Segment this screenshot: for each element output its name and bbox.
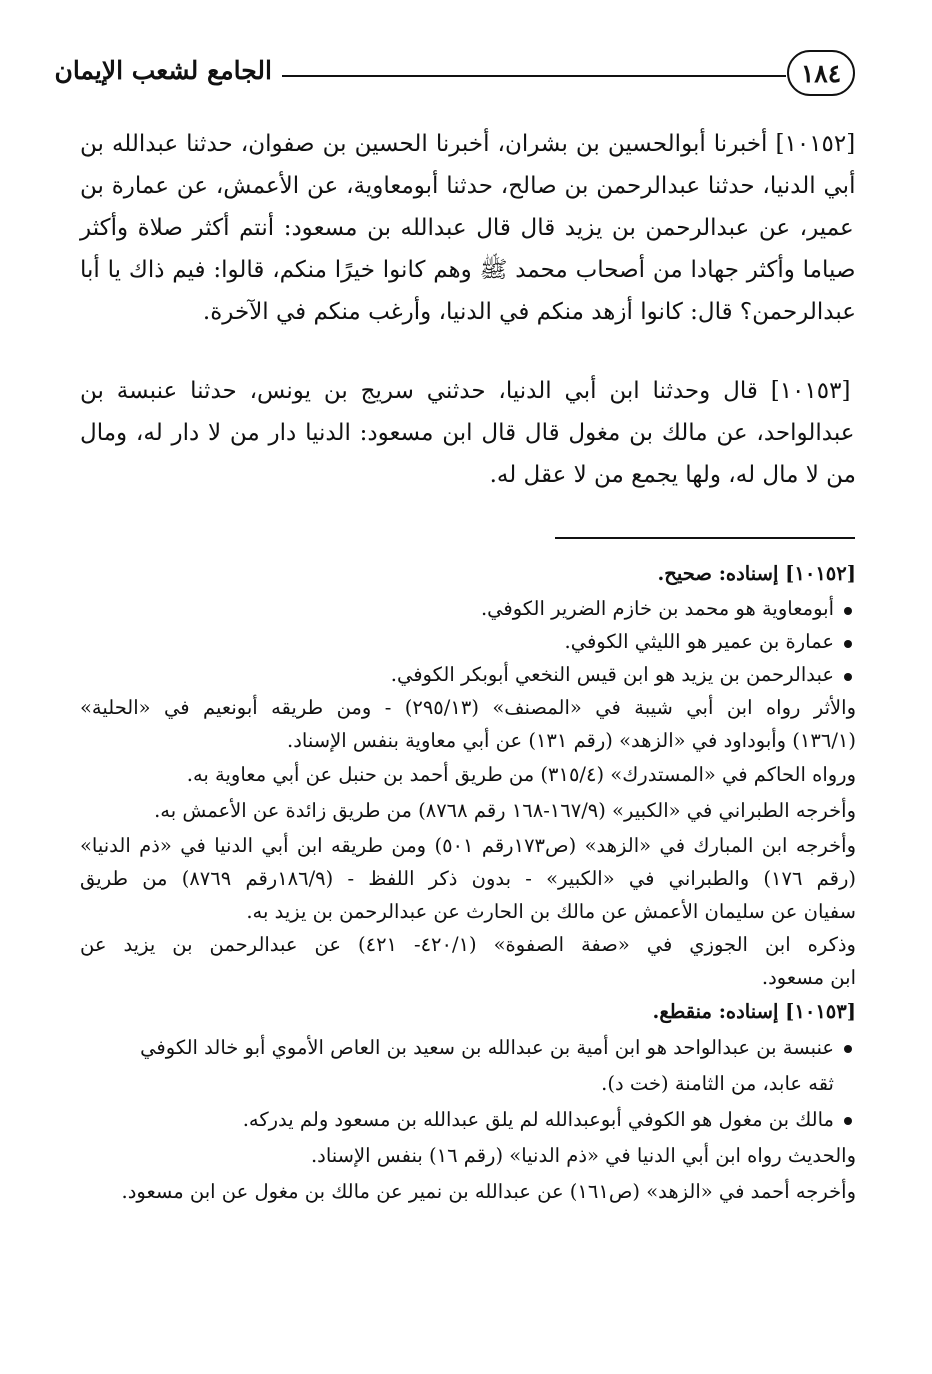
text-line: أبي الدنيا، حدثنا عبدالرحمن بن صالح، حدثنا أبومعاوية، عن الأعمش، عن عمارة بن [80,173,856,199]
footnote-line: سفيان عن سليمان الأعمش عن مالك بن الحارث عن عبدالرحمن بن يزيد به. [246,900,856,923]
footnote-line: والأثر رواه ابن أبي شيبة في «المصنف» (٢٩٥/١٣) - ومن طريقه أبونعيم في «الحلية» [80,696,856,719]
text-line: [١٠١٥٢] أخبرنا أبوالحسين بن بشران، أخبرنا الحسين بن صفوان، حدثنا عبدالله بن [80,131,856,157]
text-line: [١٠١٥٣] قال وحدثنا ابن أبي الدنيا، حدثني سريج بن يونس، حدثنا عنبسة بن [80,378,851,404]
footnotes-section [80,556,856,1210]
text-line: عمير، عن عبدالرحمن بن يزيد قال قال عبدالله بن مسعود: أنتم أكثر صلاة وأكثر [80,215,854,241]
footnote-line: وأخرجه ابن المبارك في «الزهد» (ص١٧٣رقم ٥٠١) ومن طريقه ابن أبي الدنيا في «ذم الدنيا» [80,834,856,857]
footnote-line: وأخرجه الطبراني في «الكبير» (١٦٧/٩-١٦٨ رقم ٨٧٦٨) من طريق زائدة عن الأعمش به. [154,799,856,822]
text-line: عبدالواحد، عن مالك بن مغول قال قال ابن مسعود: الدنيا دار من لا دار له، ومال [80,420,855,446]
footnote-divider [555,537,855,539]
footnote-bullet: عنبسة بن عبدالواحد هو ابن أمية بن عبدالله بن سعيد بن العاص الأموي أبو خالد الكوفي [80,1030,856,1066]
footnote-line: وذكره ابن الجوزي في «صفة الصفوة» (٤٢٠/١- ٤٢١) عن عبدالرحمن بن يزيد عن [80,933,856,956]
footnote-line: والحديث رواه ابن أبي الدنيا في «ذم الدنيا» (رقم ١٦) بنفس الإسناد. [310,1144,856,1167]
hadith-paragraph-10152 [80,123,856,333]
footnote-line: (رقم ١٧٦) والطبراني في «الكبير» - بدون ذكر اللفظ - (١٨٦/٩رقم ٨٧٦٩) من طريق [80,867,856,890]
footnote-bullet: عمارة بن عمير هو الليثي الكوفي. [80,625,856,658]
page-number-badge: ١٨٤ [787,50,855,96]
footnote-bullet-continuation: ثقه عابد، من الثامنة (خت د). [601,1072,834,1095]
footnote-bullet: مالك بن مغول هو الكوفي أبوعبدالله لم يلق عبدالله بن مسعود ولم يدركه. [80,1102,856,1138]
text-line: صياما وأكثر جهادا من أصحاب محمد ﷺ وهم كانوا خيرًا منكم، قالوا: فيم ذاك يا أبا [80,257,856,283]
footnote-line: وأخرجه أحمد في «الزهد» (ص١٦١) عن عبدالله بن نمير عن مالك بن مغول عن ابن مسعود. [121,1180,856,1203]
footnote-line: (١٣٦/١) وأبوداود في «الزهد» (رقم ١٣١) عن أبي معاوية بنفس الإسناد. [287,729,856,752]
footnote-heading-10152: [١٠١٥٢] إسناده: صحيح. [657,562,856,585]
text-line: عبدالرحمن؟ قال: كانوا أزهد منكم في الدنيا، وأرغب منكم في الآخرة. [202,299,856,325]
footnote-line: ورواه الحاكم في «المستدرك» (٣١٥/٤) من طريق أحمد بن حنبل عن أبي معاوية به. [186,763,856,786]
text-line: من لا مال له، ولها يجمع من لا عقل له. [489,462,856,488]
hadith-paragraph-10153 [80,370,856,496]
footnote-line: ابن مسعود. [761,966,856,989]
header-rule [282,75,786,77]
footnote-bullet: أبومعاوية هو محمد بن خازم الضرير الكوفي. [80,592,856,625]
footnote-heading-10153: [١٠١٥٣] إسناده: منقطع. [652,1000,856,1023]
running-header-title: الجامع لشعب الإيمان [54,56,272,85]
footnote-bullet: عبدالرحمن بن يزيد هو ابن قيس النخعي أبوبكر الكوفي. [80,658,856,691]
